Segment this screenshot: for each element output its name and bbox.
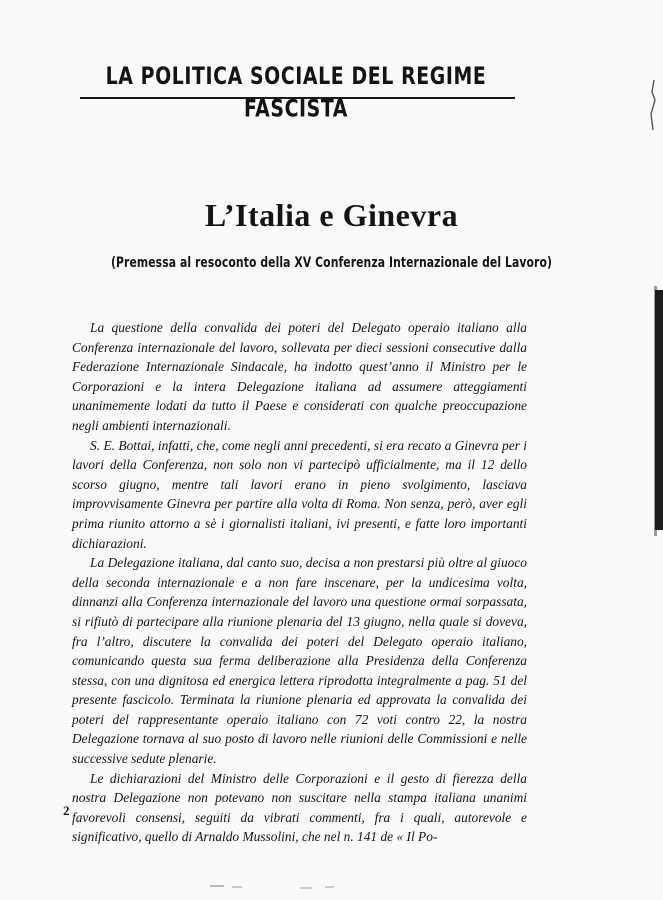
paragraph: S. E. Bottai, infatti, che, come negli anni precedenti, si era recato a Ginevra per i lavori della Conferenza, non solo non vi partecipò ufficialmente, ma il 12 dello scorso giugno, mentre tali lavori erano in pieno svolgimento, lasciava improvvisamente Ginevra per partire alla volta di Roma. Non senza, però, aver egli prima riunito attorno a sè i giornalisti italiani, ivi presenti, e fatte loro importanti dichiarazioni. <box>72 437 527 551</box>
scan-edge-mark <box>647 80 657 130</box>
article-subtitle: (Premessa al resoconto della XV Conferenza Internazionale del Lavoro) <box>111 254 552 271</box>
page-number: 2 <box>63 803 70 818</box>
paragraph: Le dichiarazioni del Ministro delle Corporazioni e il gesto di fierezza della nostra Delegazione non potevano non suscitare nella stampa italiana unanimi favorevoli consensi, seguiti da vibrati commenti, fra i quali, autorevole e significativo, quello di Arnaldo Mussolini, che nel n. 141 de « Il Po- <box>72 770 527 845</box>
scan-bottom-marks <box>0 875 663 900</box>
article-body <box>72 318 527 847</box>
running-head: LA POLITICA SOCIALE DEL REGIME FASCISTA <box>105 62 487 123</box>
scan-edge-strip <box>655 290 663 530</box>
paragraph: La Delegazione italiana, dal canto suo, decisa a non prestarsi più oltre al giuoco della seconda internazionale e a non fare inscenare, per la undicesima volta, dinnanzi alla Conferenza internazionale del lavoro una questione ormai sorpassata, si rifiutò di partecipare alla riunione plenaria del 13 giugno, nella quale si doveva, fra l’altro, discutere la convalida dei poteri del Delegato operaio italiano, comunicando questa sua ferma deliberazione alla Presidenza della Conferenza stessa, con una dignitosa ed energica lettera riprodotta integralmente a pag. 51 del presente fascicolo. Terminata la riunione plenaria ed approvata la convalida dei poteri del rappresentante operaio italiano con 72 voti contro 22, la nostra Delegazione tornava al suo posto di lavoro nelle riunioni delle Commissioni e nelle successive sedute plenarie. <box>72 555 527 767</box>
header-rule <box>80 97 515 99</box>
paragraph: La questione della convalida dei poteri del Delegato operaio italiano alla Conferenza internazionale del lavoro, sollevata per dieci sessioni consecutive dalla Federazione Internazionale Sindacale, ha indotto quest’anno il Ministro per le Corporazioni e la intera Delegazione italiana ad assumere atteggiamenti unanimemente lodati da tutto il Paese e considerati con qualche preoccupazione negli ambienti internazionali. <box>72 320 527 433</box>
article-title: L’Italia e Ginevra <box>204 197 459 233</box>
